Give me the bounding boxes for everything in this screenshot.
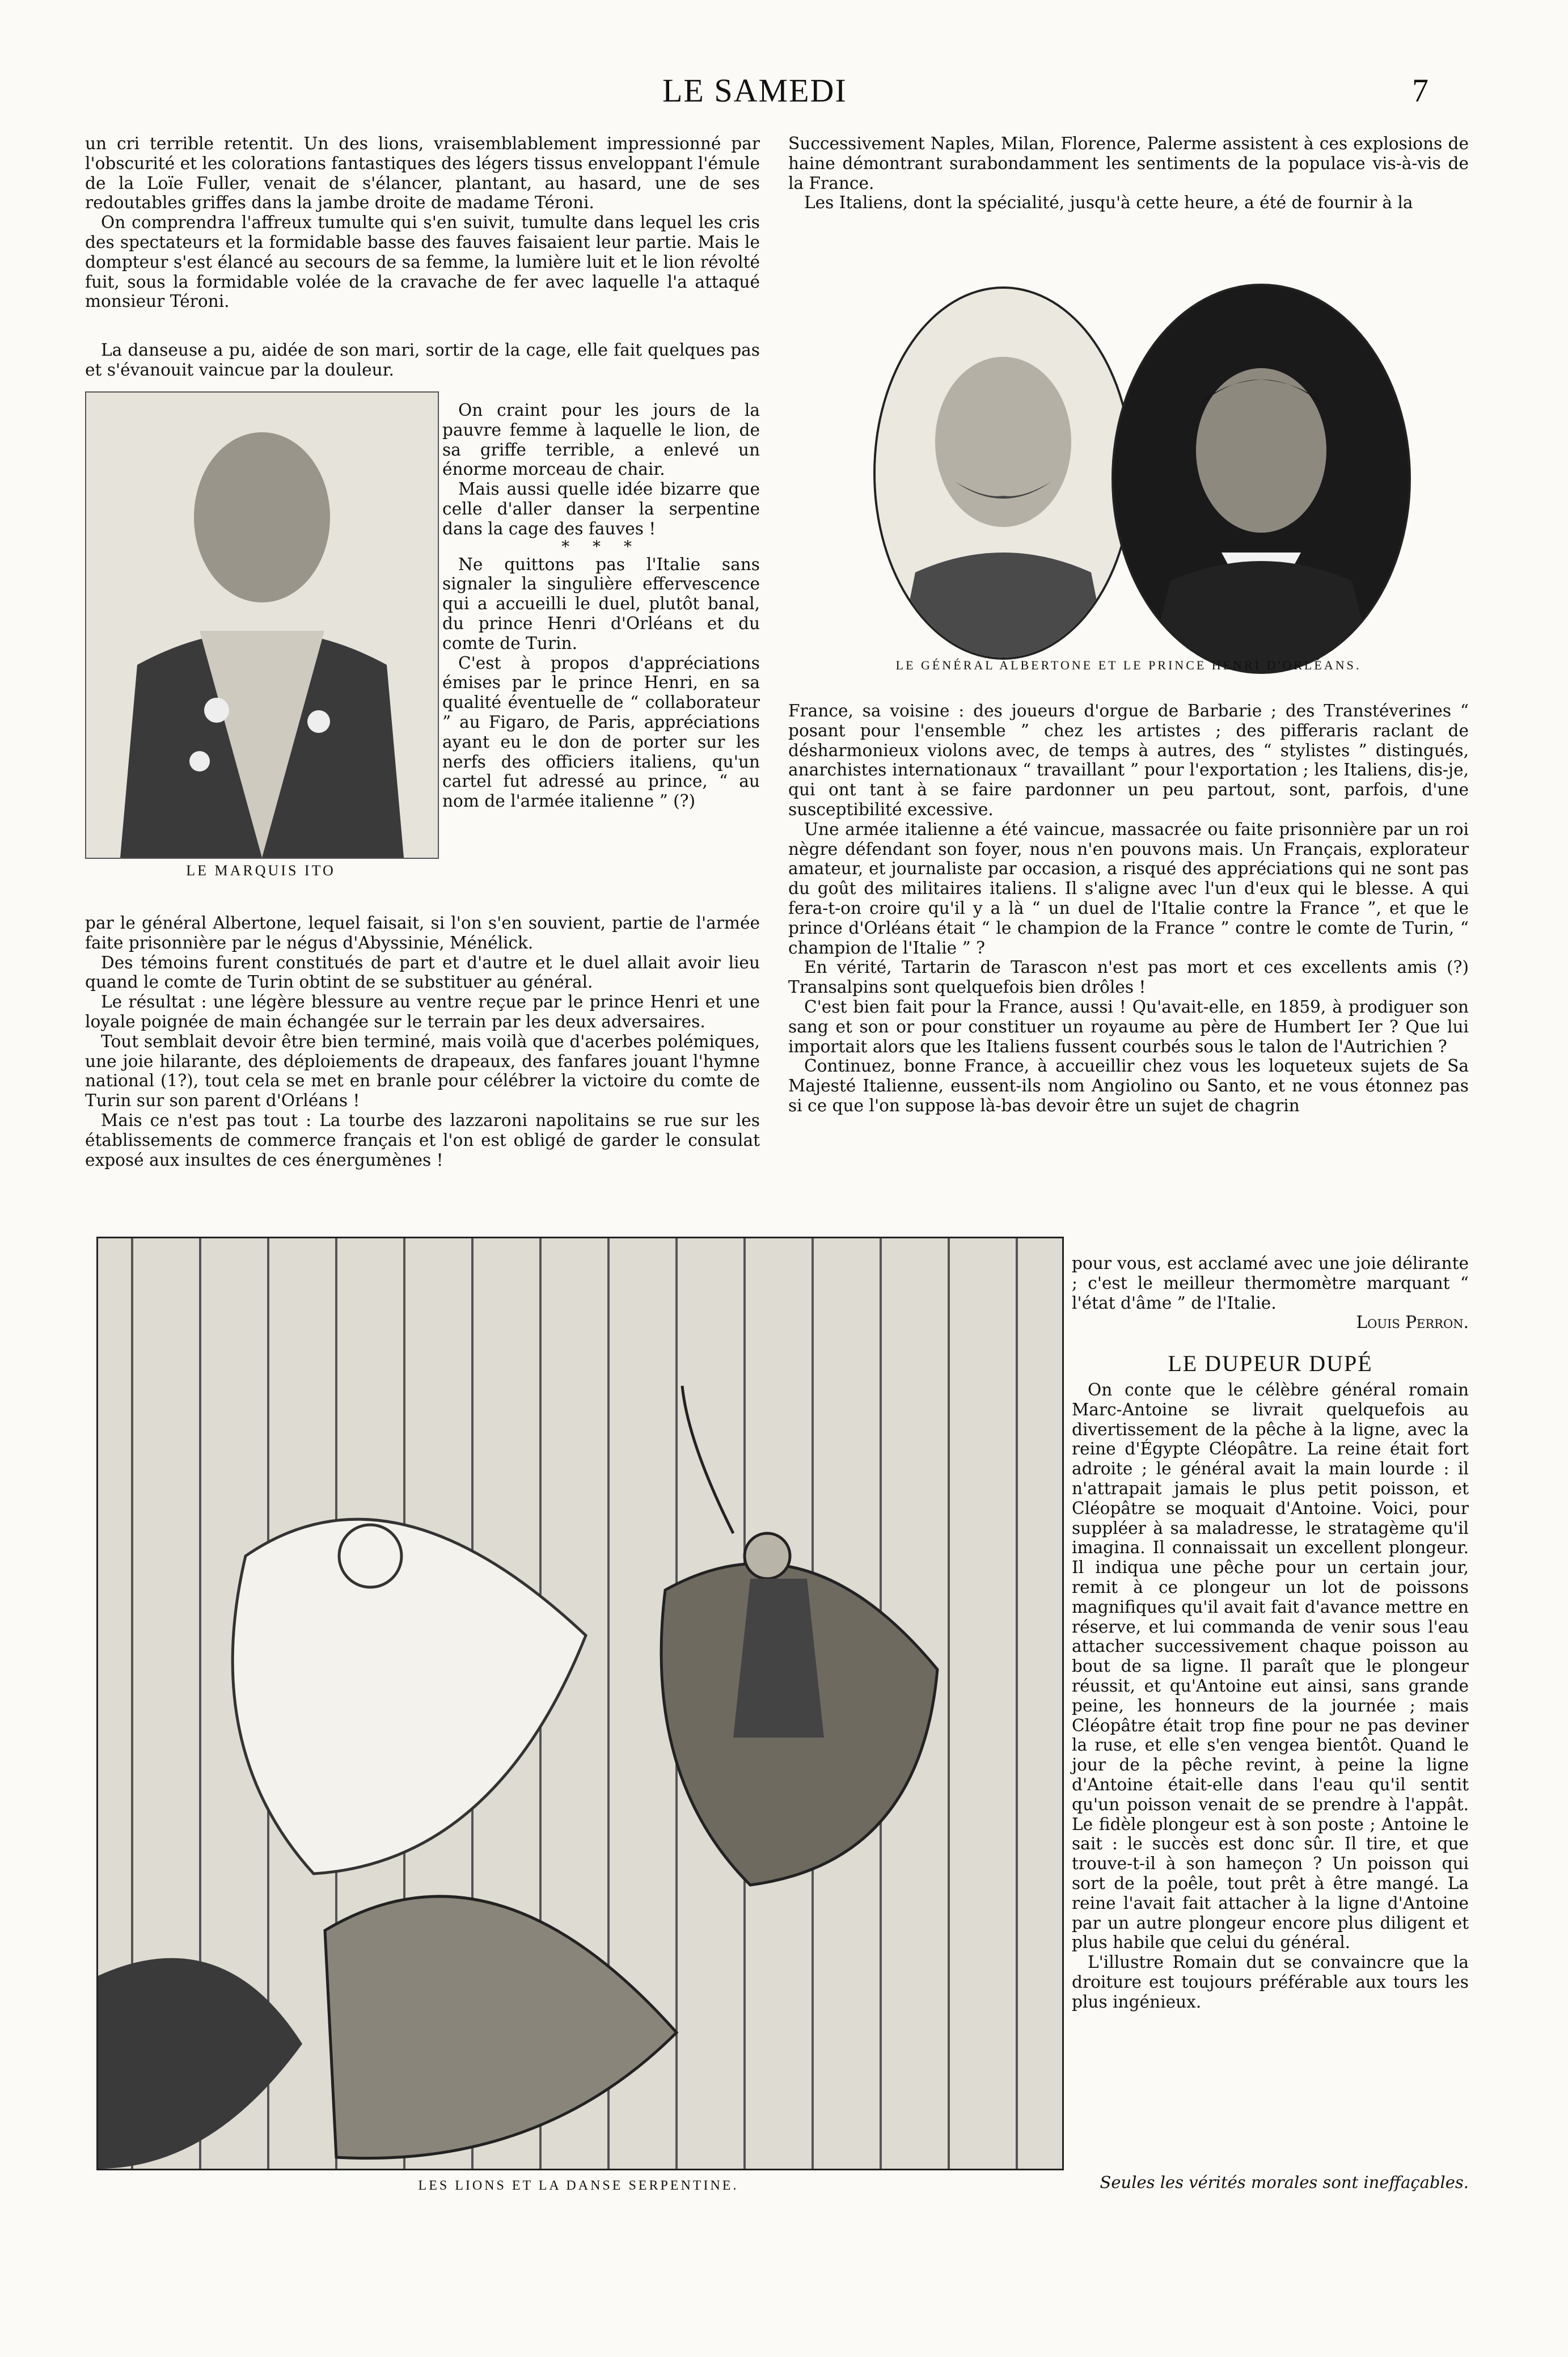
engraving-illustration-icon bbox=[98, 1238, 1062, 2169]
marquis-ito-portrait bbox=[85, 391, 439, 859]
right-column-wrap bbox=[1072, 1254, 1469, 1333]
left-column-narrow bbox=[442, 400, 760, 811]
article-paragraph: Tout semblait devoir être bien terminé, mais voilà que d'acerbes polémiques, une joie hilarante, des déploiements de drapeaux, des fanfares jouant l'hymne national (1?), tout cela se met en branle pour célébrer la victoire du comte de Turin sur son parent d'Orléans ! bbox=[85, 1031, 760, 1111]
article-paragraph: C'est à propos d'appréciations émises par le prince Henri, en sa qualité éventuelle de “ collaborateur ” au Figaro, de Paris, appréciations ayant eu le don de porter sur les nerfs des officiers italiens, qu'un cartel fut adressé au prince, “ au nom de l'armée italienne ” (?) bbox=[442, 653, 760, 811]
prince-henri-portrait bbox=[1111, 284, 1411, 674]
portrait-illustration-icon bbox=[876, 289, 1131, 657]
right-column-top bbox=[788, 134, 1469, 213]
page-number: 7 bbox=[1412, 72, 1430, 109]
page-title: LE SAMEDI bbox=[662, 72, 847, 109]
article-paragraph: Le résultat : une légère blessure au ventre reçue par le prince Henri et une loyale poignée de main échangée sur le terrain par les deux adversaires. bbox=[85, 992, 760, 1031]
article-paragraph: pour vous, est acclamé avec une joie délirante ; c'est le meilleur thermomètre marquant “ l'état d'âme ” de l'Italie. bbox=[1072, 1254, 1469, 1313]
article-paragraph: C'est bien fait pour la France, aussi ! Qu'avait-elle, en 1859, à prodiguer son sang et son or pour constituer un royaume au père de Humbert Ier ? Que lui importait alors que les Italiens fussent courbés sous le talon de l'Autrichien ? bbox=[788, 997, 1469, 1056]
right-column-middle bbox=[788, 701, 1469, 1116]
article-paragraph: Successivement Naples, Milan, Florence, Palerme assistent à ces explosions de haine démontrant surabondamment les sentiments de la populace vis-à-vis de la France. bbox=[788, 134, 1469, 193]
article-paragraph: On comprendra l'affreux tumulte qui s'en suivit, tumulte dans lequel les cris des spectateurs et la formidable basse des fauves faisaient leur partie. Mais le dompteur s'est élancé au secours de sa femme, la lumière luit et le lion révolté fuit, sous la formidable volée de la cravache de fer avec laquelle l'a attaqué monsieur Téroni. bbox=[85, 213, 760, 311]
author-signature: Louis Perron. bbox=[1356, 1313, 1469, 1333]
article-paragraph: La danseuse a pu, aidée de son mari, sortir de la cage, elle fait quelques pas et s'évanouit vaincue par la douleur. bbox=[85, 340, 760, 380]
article-paragraph: Une armée italienne a été vaincue, massacrée ou faite prisonnière par un roi nègre défendant son foyer, nous n'en pouvons mais. Un Français, explorateur amateur, et journaliste par occasion, a risqué des appréciations qui ne sont pas du goût des militaires italiens. Il s'aligne avec l'un d'eux qui le blesse. A qui fera-t-on croire qu'il y a là “ un duel de l'Italie contre la France ”, et que le prince d'Orléans était “ le champion de la France ” contre le comte de Turin, “ champion de l'Italie ” ? bbox=[788, 819, 1469, 958]
article-paragraph: Mais ce n'est pas tout : La tourbe des lazzaroni napolitains se rue sur les établissements de commerce français et l'on est obligé de garder le consulat exposé aux insultes de ces énergumènes ! bbox=[85, 1110, 760, 1170]
dupeur-dupe-article bbox=[1072, 1350, 1469, 2012]
article-paragraph: un cri terrible retentit. Un des lions, vraisemblablement impressionné par l'obscurité et les colorations fantastiques des légers tissus enveloppant l'émule de la Loïe Fuller, venait de s'élancer, plantant, au hasard, une de ses redoutables griffes dans la jambe droite de madame Téroni. bbox=[85, 134, 760, 213]
article-paragraph: par le général Albertone, lequel faisait, si l'on s'en souvient, partie de l'armée faite prisonnière par le négus d'Abyssinie, Ménélick. bbox=[85, 913, 760, 952]
article-paragraph: On conte que le célèbre général romain Marc-Antoine se livrait quelquefois au divertissement de la pêche à la ligne, avec la reine d'Égypte Cléopâtre. La reine était fort adroite ; le général avait la main lourde : il n'attrapait jamais le plus petit poisson, et Cléopâtre se moquait d'Antoine. Voici, pour suppléer à sa maladresse, le stratagème qu'il imagina. Il connaissait un excellent plongeur. Il indiqua une pêche pour un certain jour, remit à ce plongeur un lot de poissons magnifiques qu'il avait fait d'avance mettre en réserve, et lui commanda de venir sous l'eau attacher successivement chaque poisson au bout de sa ligne. Il paraît que le plongeur réussit, et qu'Antoine eut ainsi, sans grande peine, les honneurs de la journée ; mais Cléopâtre était trop fine pour ne pas deviner la ruse, et elle s'en vengea bientôt. Quand le jour de la pêche revint, à peine la ligne d'Antoine était-elle dans l'eau qu'il sentit qu'un poisson venait de se prendre à l'appât. Le fidèle plongeur est à son poste ; Antoine le sait : le succès est donc sûr. Il tire, et que trouve-t-il à son hameçon ? Un poisson qui sort de la poêle, tout prêt à être mangé. La reine l'avait fait attacher à la ligne d'Antoine par un autre plongeur encore plus diligent et plus habile que celui du général. bbox=[1072, 1380, 1469, 1953]
portrait-caption: LE MARQUIS ITO bbox=[186, 862, 336, 879]
article-paragraph: Continuez, bonne France, à accueillir chez vous les loqueteux sujets de Sa Majesté Italienne, eussent-ils nom Angiolino ou Santo, et ne vous étonnez pas si ce que l'on suppose là-bas devoir être un sujet de chagrin bbox=[788, 1056, 1469, 1115]
article-paragraph: Mais aussi quelle idée bizarre que celle d'aller danser la serpentine dans la cage des fauves ! bbox=[442, 479, 760, 538]
moral-maxim: Seules les vérités morales sont ineffaçables. bbox=[1100, 2173, 1469, 2192]
portrait-illustration-icon bbox=[86, 393, 438, 858]
portraits-caption: LE GÉNÉRAL ALBERTONE ET LE PRINCE HENRI D'ORLÉANS. bbox=[895, 658, 1362, 672]
section-separator: * * * bbox=[561, 537, 641, 556]
article-title: LE DUPEUR DUPÉ bbox=[1168, 1351, 1373, 1376]
general-albertone-portrait bbox=[873, 286, 1133, 660]
left-column-wrap-start bbox=[85, 340, 760, 380]
illustration-caption: LES LIONS ET LA DANSE SERPENTINE. bbox=[418, 2178, 739, 2193]
portrait-illustration-icon bbox=[1114, 286, 1409, 672]
article-paragraph: Des témoins furent constitués de part et d'autre et le duel allait avoir lieu quand le comte de Turin obtint de se substituer au général. bbox=[85, 952, 760, 992]
left-column-bottom bbox=[85, 913, 760, 1170]
article-paragraph: L'illustre Romain dut se convaincre que la droiture est toujours préférable aux tours les plus ingénieux. bbox=[1072, 1953, 1469, 2012]
left-column-top bbox=[85, 134, 760, 311]
article-paragraph: En vérité, Tartarin de Tarascon n'est pas mort et ces excellents amis (?) Transalpins sont quelquefois bien drôles ! bbox=[788, 958, 1469, 997]
article-paragraph: Les Italiens, dont la spécialité, jusqu'à cette heure, a été de fournir à la bbox=[804, 193, 1413, 213]
article-paragraph: France, sa voisine : des joueurs d'orgue de Barbarie ; des Transtéverines “ posant pour l'ensemble ” chez les artistes ; des pifferaris raclant de désharmonieux violons avec, de temps à autres, des “ stylistes ” distingués, anarchistes internationaux “ travaillant ” pour l'exportation ; les Italiens, dis-je, qui ont tant à se faire pardonner un peu partout, sont, parfois, d'une susceptibilité excessive. bbox=[788, 701, 1469, 819]
article-paragraph: On craint pour les jours de la pauvre femme à laquelle le lion, de sa griffe terrible, a enlevé un énorme morceau de chair. bbox=[442, 400, 760, 479]
lions-dance-illustration bbox=[96, 1237, 1064, 2170]
article-paragraph: Ne quittons pas l'Italie sans signaler la singulière effervescence qui a accueilli le duel, plutôt banal, du prince Henri d'Orléans et du comte de Turin. bbox=[442, 554, 760, 653]
